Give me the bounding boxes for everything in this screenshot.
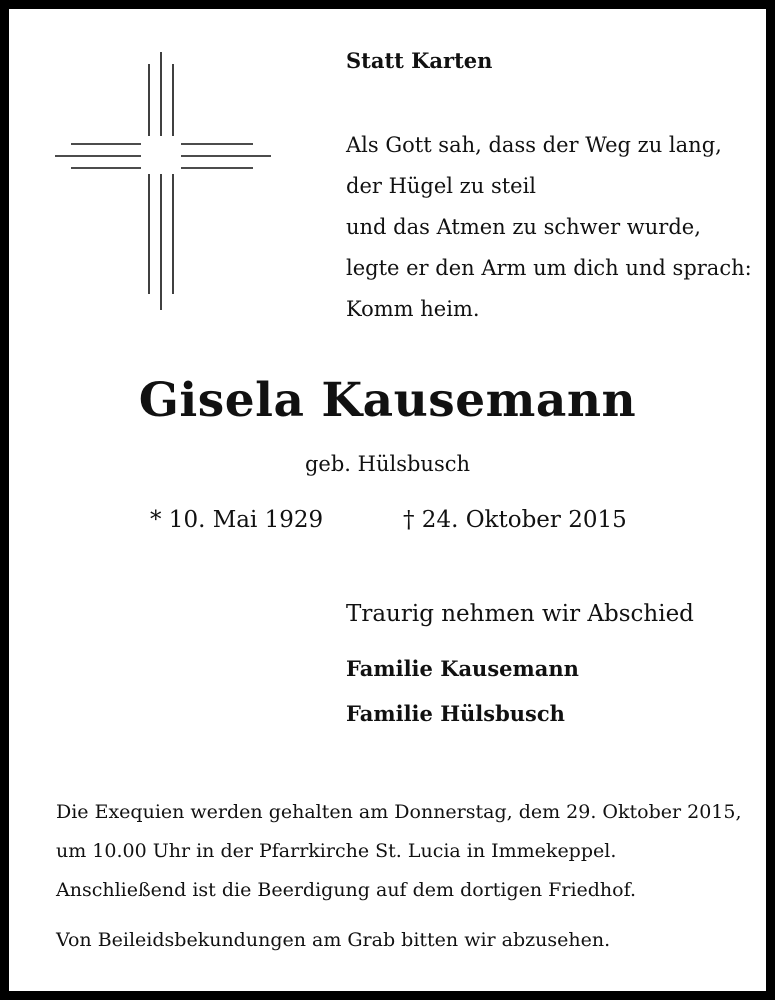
closing-note: Von Beileidsbekundungen am Grab bitten wir abzusehen. [56,929,611,951]
header-statt-karten: Statt Karten [346,48,493,73]
family-name: Familie Kausemann [346,656,579,681]
cross-icon [53,50,273,312]
poem [346,125,752,330]
poem-line: legte er den Arm um dich und sprach: [346,256,752,280]
service-line: um 10.00 Uhr in der Pfarrkirche St. Lucia in Immekeppel. [56,840,617,862]
poem-line: und das Atmen zu schwer wurde, [346,215,701,239]
poem-line: der Hügel zu steil [346,174,537,198]
service-line: Anschließend ist die Beerdigung auf dem dortigen Friedhof. [56,879,636,901]
poem-line: Als Gott sah, dass der Weg zu lang, [346,133,722,157]
death-date: † 24. Oktober 2015 [403,507,627,533]
deceased-name: Gisela Kausemann [138,373,637,428]
birth-date: * 10. Mai 1929 [150,507,324,533]
maiden-name: geb. Hülsbusch [304,452,471,476]
poem-line: Komm heim. [346,297,480,321]
service-line: Die Exequien werden gehalten am Donnerstag, dem 29. Oktober 2015, [56,801,742,823]
family-name: Familie Hülsbusch [346,701,565,726]
mourning-intro: Traurig nehmen wir Abschied [346,601,694,627]
service-details [56,793,742,910]
